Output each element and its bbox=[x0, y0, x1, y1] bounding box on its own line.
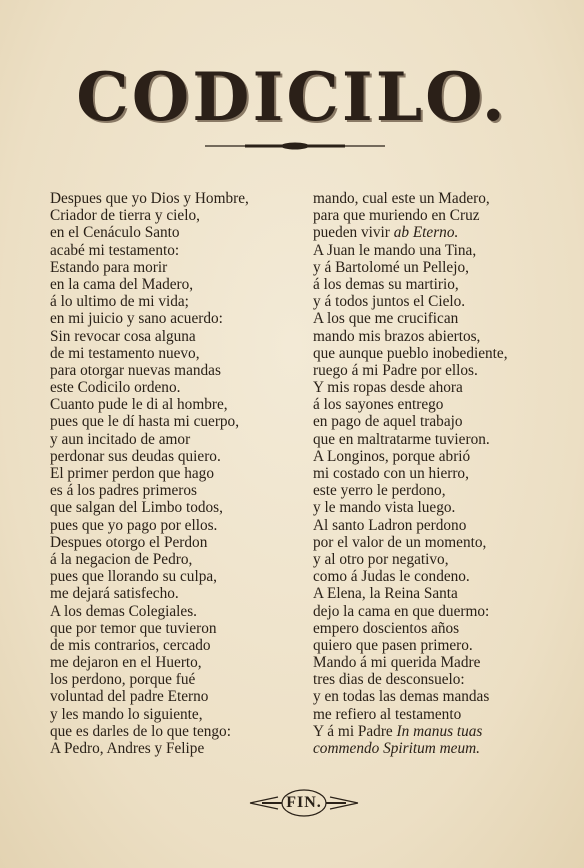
verse-text: como á Judas le condeno. bbox=[313, 568, 470, 586]
verse-line: me dejará satisfecho. bbox=[50, 585, 179, 603]
verse-line: me dejaron en el Huerto, bbox=[50, 654, 202, 672]
verse-line: A Pedro, Andres y Felipe bbox=[50, 740, 205, 757]
verse-line: á la negacion de Pedro, bbox=[50, 550, 193, 568]
verse-text: empero doscientos años bbox=[313, 619, 460, 637]
verse-text: mando mis brazos abiertos, bbox=[313, 327, 481, 345]
verse-text: y al otro por negativo, bbox=[313, 550, 449, 568]
verse-text: mando, cual este un Madero, bbox=[313, 190, 490, 207]
verse-line: Cuanto pude le di al hombre, bbox=[50, 396, 228, 414]
verse-line bbox=[313, 517, 508, 534]
verse-text: para que muriendo en Cruz bbox=[313, 207, 480, 225]
verse-line bbox=[313, 585, 508, 602]
end-ornament bbox=[248, 786, 360, 820]
poem-left-column bbox=[50, 190, 249, 757]
ornamental-rule bbox=[205, 141, 385, 151]
verse-text: A Longinos, porque abrió bbox=[313, 447, 471, 465]
verse-line bbox=[313, 671, 508, 688]
verse-line bbox=[313, 448, 508, 465]
verse-line: voluntad del padre Eterno bbox=[50, 688, 209, 706]
verse-line: que salgan del Limbo todos, bbox=[50, 499, 223, 517]
verse-line bbox=[313, 259, 508, 276]
verse-line bbox=[313, 345, 508, 362]
verse-text: este yerro le perdono, bbox=[313, 482, 446, 500]
verse-line bbox=[313, 413, 508, 430]
page-title: CODICILO. bbox=[76, 58, 508, 136]
verse-text: por el valor de un momento, bbox=[313, 533, 487, 551]
verse-line: en la cama del Madero, bbox=[50, 275, 194, 293]
verse-line: Sin revocar cosa alguna bbox=[50, 327, 196, 345]
verse-line: de mis contrarios, cercado bbox=[50, 636, 211, 654]
verse-line: que por temor que tuvieron bbox=[50, 619, 217, 637]
verse-line bbox=[313, 534, 508, 551]
verse-text: que en maltratarme tuvieron. bbox=[313, 430, 490, 448]
verse-line: para otorgar nuevas mandas bbox=[50, 361, 221, 379]
verse-line bbox=[313, 551, 508, 568]
verse-line bbox=[313, 637, 508, 654]
verse-line bbox=[313, 482, 508, 499]
verse-italic-text: In manus tuas bbox=[396, 722, 483, 740]
verse-line bbox=[313, 465, 508, 482]
verse-line bbox=[313, 190, 508, 207]
verse-line: este Codicilo ordeno. bbox=[50, 379, 181, 397]
verse-text: pueden vivir bbox=[313, 224, 394, 242]
verse-text: y en todas las demas mandas bbox=[313, 688, 490, 706]
verse-line bbox=[313, 603, 508, 620]
verse-line bbox=[313, 723, 508, 740]
verse-line: pues que le dí hasta mi cuerpo, bbox=[50, 413, 240, 431]
verse-text: A los que me crucifican bbox=[313, 310, 459, 328]
verse-line bbox=[313, 740, 508, 757]
verse-line bbox=[313, 242, 508, 259]
verse-line: de mi testamento nuevo, bbox=[50, 344, 200, 362]
verse-text: que aunque pueblo inobediente, bbox=[313, 344, 508, 362]
verse-line: Criador de tierra y cielo, bbox=[50, 207, 200, 225]
verse-text: y á todos juntos el Cielo. bbox=[313, 293, 466, 311]
verse-line: El primer perdon que hago bbox=[50, 465, 214, 482]
verse-text: ruego á mi Padre por ellos. bbox=[313, 361, 478, 379]
verse-text: á los demas su martirio, bbox=[313, 275, 459, 293]
verse-line bbox=[313, 224, 508, 241]
verse-text: A Juan le mando una Tina, bbox=[313, 241, 477, 259]
verse-line bbox=[313, 310, 508, 327]
verse-line bbox=[313, 654, 508, 671]
verse-line: perdonar sus deudas quiero. bbox=[50, 447, 221, 465]
verse-line: los perdono, porque fué bbox=[50, 671, 196, 689]
verse-line: á lo ultimo de mi vida; bbox=[50, 293, 189, 311]
verse-line bbox=[313, 362, 508, 379]
verse-line bbox=[313, 396, 508, 413]
verse-text: y le mando vista luego. bbox=[313, 499, 456, 517]
verse-line bbox=[313, 293, 508, 310]
verse-text: dejo la cama en que duermo: bbox=[313, 602, 490, 620]
verse-text: A Elena, la Reina Santa bbox=[313, 585, 458, 603]
verse-line: y aun incitado de amor bbox=[50, 430, 191, 448]
verse-text: mi costado con un hierro, bbox=[313, 465, 469, 482]
verse-line bbox=[313, 568, 508, 585]
verse-line: pues que yo pago por ellos. bbox=[50, 516, 218, 534]
verse-line bbox=[313, 207, 508, 224]
verse-line: es á los padres primeros bbox=[50, 482, 197, 500]
end-mark: FIN. bbox=[286, 794, 322, 811]
verse-text: Y mis ropas desde ahora bbox=[313, 379, 463, 397]
verse-text: y á Bartolomé un Pellejo, bbox=[313, 258, 469, 276]
verse-line: Despues que yo Dios y Hombre, bbox=[50, 190, 249, 207]
verse-line: Despues otorgo el Perdon bbox=[50, 533, 208, 551]
verse-line: Estando para morir bbox=[50, 258, 168, 276]
verse-text: quiero que pasen primero. bbox=[313, 636, 473, 654]
verse-line bbox=[313, 328, 508, 345]
verse-text: en pago de aquel trabajo bbox=[313, 413, 463, 431]
verse-line bbox=[313, 379, 508, 396]
verse-line: acabé mi testamento: bbox=[50, 241, 180, 259]
verse-line bbox=[313, 706, 508, 723]
verse-text: Y á mi Padre bbox=[313, 722, 397, 740]
poem-right-column bbox=[313, 190, 508, 757]
verse-italic-text: commendo Spiritum meum. bbox=[313, 740, 480, 757]
verse-text: á los sayones entrego bbox=[313, 396, 444, 414]
verse-line: A los demas Colegiales. bbox=[50, 602, 198, 620]
verse-line: y les mando lo siguiente, bbox=[50, 705, 203, 723]
verse-line bbox=[313, 431, 508, 448]
verse-line: pues que llorando su culpa, bbox=[50, 568, 217, 586]
verse-text: tres dias de desconsuelo: bbox=[313, 671, 465, 689]
verse-line bbox=[313, 276, 508, 293]
verse-line bbox=[313, 688, 508, 705]
verse-text: Mando á mi querida Madre bbox=[313, 654, 481, 672]
verse-line: que es darles de lo que tengo: bbox=[50, 722, 231, 740]
verse-line bbox=[313, 499, 508, 516]
verse-italic-text: ab Eterno. bbox=[393, 224, 459, 242]
verse-line: en el Cenáculo Santo bbox=[50, 224, 180, 242]
verse-text: Al santo Ladron perdono bbox=[313, 516, 467, 534]
verse-line: en mi juicio y sano acuerdo: bbox=[50, 310, 223, 328]
verse-text: me refiero al testamento bbox=[313, 705, 462, 723]
verse-line bbox=[313, 620, 508, 637]
